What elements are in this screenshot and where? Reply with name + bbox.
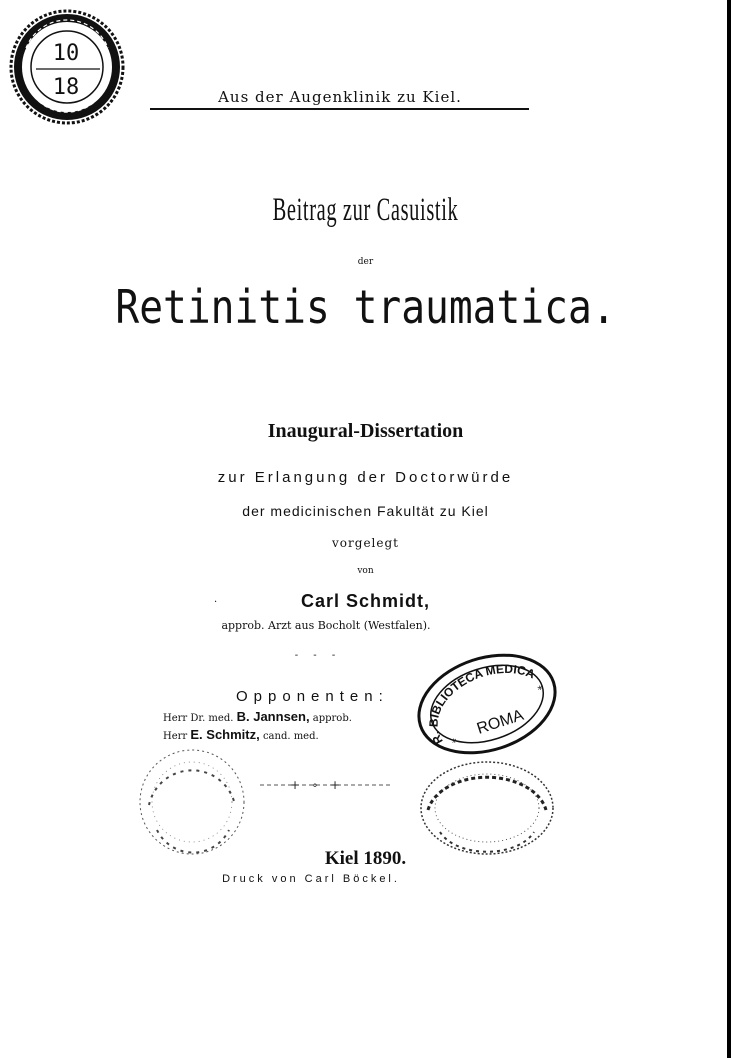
- title-connector: der: [357, 257, 374, 267]
- opponent-suffix: cand. med.: [262, 731, 319, 742]
- faint-stamp-right: [418, 758, 556, 858]
- opponent-prefix: Herr: [163, 731, 188, 742]
- opponent-name: B. Jannsen,: [236, 709, 310, 724]
- submitted-line: vorgelegt: [332, 536, 399, 550]
- printer-line: Druck von Carl Böckel.: [222, 873, 400, 885]
- city-year: Kiel 1890.: [324, 848, 407, 869]
- faint-stamp-left: [137, 745, 247, 860]
- opponents-heading: Opponenten:: [236, 688, 389, 705]
- header-institute: Aus der Augenklinik zu Kiel.: [218, 88, 462, 106]
- opponent-name: E. Schmitz,: [190, 727, 260, 742]
- roma-library-stamp: [412, 648, 562, 760]
- svg-text:∘: ∘: [312, 778, 318, 792]
- shelf-number-top: 10: [52, 41, 80, 66]
- opponent-suffix: approb.: [312, 713, 352, 724]
- shelf-number-bottom: 18: [52, 75, 80, 100]
- dissertation-heading: Inaugural-Dissertation: [267, 420, 464, 442]
- author-name: Carl Schmidt,: [300, 591, 431, 611]
- by-line: von: [357, 566, 374, 576]
- main-title: Retinitis traumatica.: [115, 280, 616, 334]
- svg-text:+: +: [330, 778, 341, 792]
- header-rule: [150, 108, 529, 110]
- opponent-prefix: Herr Dr. med.: [163, 713, 234, 724]
- title-line-1: Beitrag zur Casuistik: [272, 192, 459, 228]
- opponent-row: [163, 727, 319, 742]
- ornament-divider: [250, 770, 400, 800]
- faculty-line: der medicinischen Fakultät zu Kiel: [242, 503, 489, 519]
- separator-dashes: - - -: [294, 650, 342, 661]
- author-details: approb. Arzt aus Bocholt (Westfalen).: [221, 619, 431, 632]
- library-stamp-top: [8, 8, 126, 126]
- roma-ring-text: R. BIBLIOTECA MEDICA: [426, 661, 537, 747]
- roma-center-text: ROMA: [474, 706, 526, 738]
- svg-text:+: +: [290, 778, 301, 792]
- opponent-row: [163, 709, 352, 724]
- roma-star-left: *: [451, 737, 460, 750]
- purpose-line: zur Erlangung der Doctorwürde: [217, 469, 514, 486]
- bullet-mark: ·: [214, 597, 218, 608]
- scan-edge: [727, 0, 731, 1058]
- roma-star-right: *: [536, 684, 545, 697]
